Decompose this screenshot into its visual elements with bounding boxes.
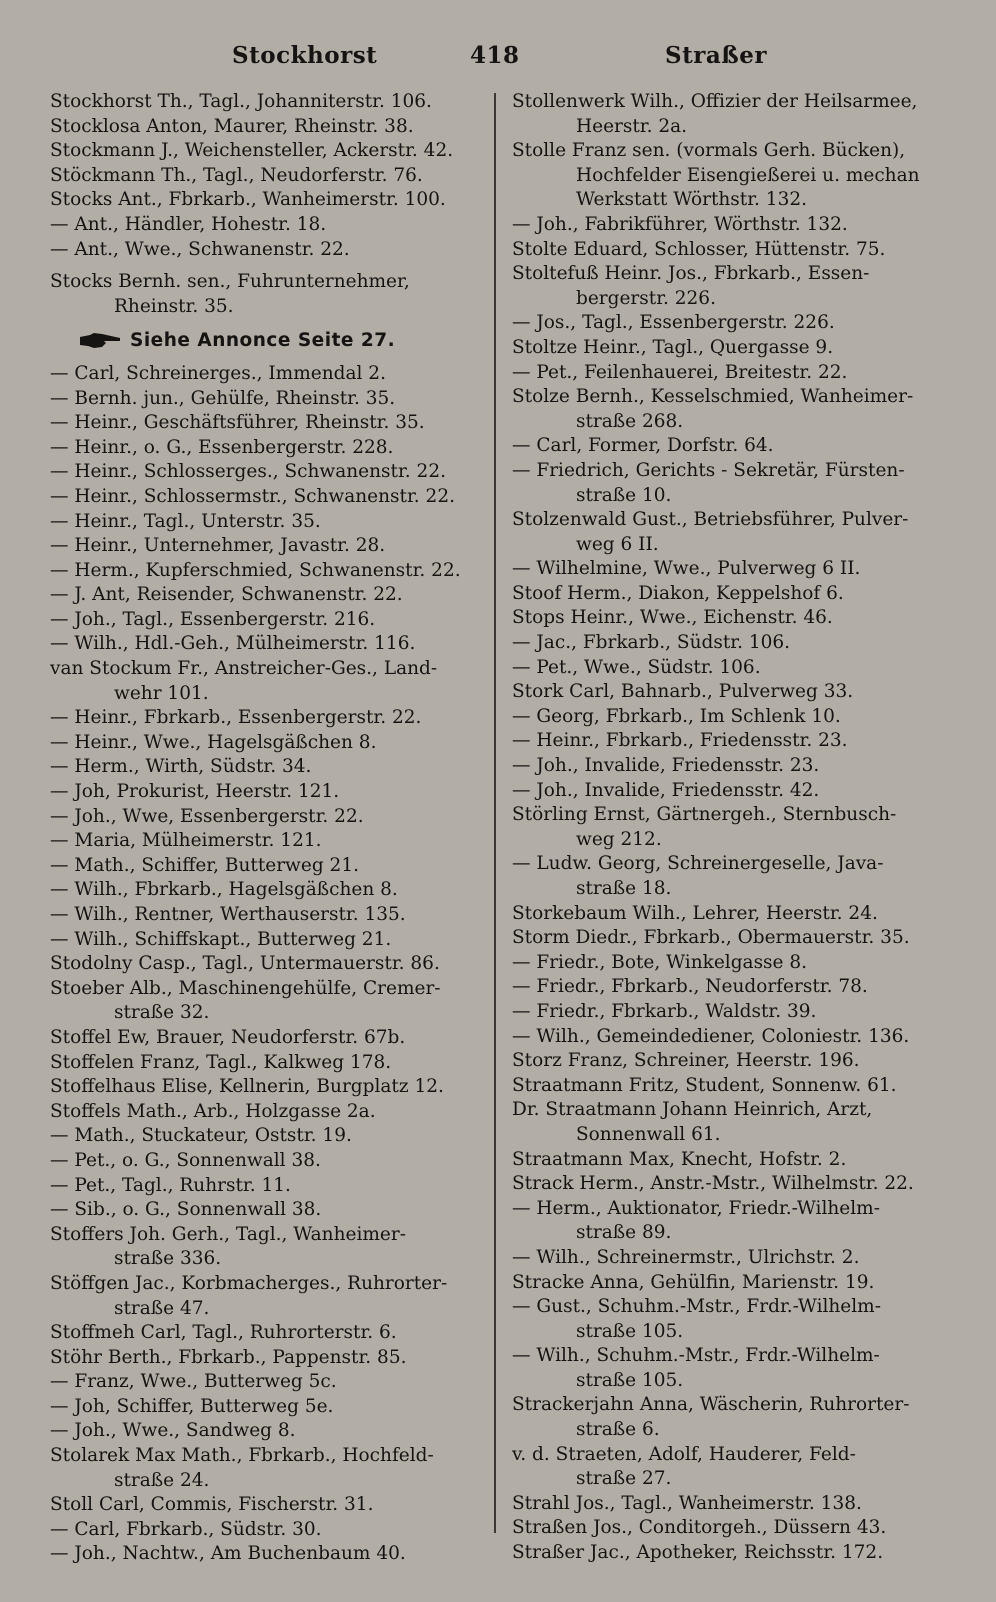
entry: — J. Ant, Reisender, Schwanenstr. 22. [50, 584, 403, 606]
entry: Stolzenwald Gust., Betriebsführer, Pulver- [512, 509, 909, 531]
entry: — Math., Stuckateur, Oststr. 19. [50, 1125, 352, 1147]
header-right-keyword: Straßer [665, 42, 767, 69]
entry: Stocklosa Anton, Maurer, Rheinstr. 38. [50, 115, 414, 137]
entry: Stracke Anna, Gehülfin, Marienstr. 19. [512, 1271, 875, 1293]
entry: Stoffelhaus Elise, Kellnerin, Burgplatz 12. [50, 1076, 444, 1098]
entry: — Maria, Mülheimerstr. 121. [50, 830, 322, 852]
header-left-keyword: Stockhorst [232, 42, 378, 69]
entry: — Wilh., Schuhm.-Mstr., Frdr.-Wilhelm- [512, 1345, 880, 1367]
entry: — Joh., Nachtw., Am Buchenbaum 40. [50, 1543, 406, 1565]
entry-continuation: Hochfelder Eisengießerei u. mechan [576, 164, 920, 186]
entry: Stoltefuß Heinr. Jos., Fbrkarb., Essen- [512, 263, 870, 285]
entry: — Joh., Tagl., Essenbergerstr. 216. [50, 608, 376, 630]
entry: Straßen Jos., Conditorgeh., Düssern 43. [512, 1517, 887, 1539]
entry: — Heinr., o. G., Essenbergerstr. 228. [50, 436, 394, 458]
entry-continuation: straße 47. [114, 1297, 210, 1319]
entry: Stöhr Berth., Fbrkarb., Pappenstr. 85. [50, 1346, 407, 1368]
entry: van Stockum Fr., Anstreicher-Ges., Land- [50, 658, 438, 680]
entry: — Sib., o. G., Sonnenwall 38. [50, 1199, 322, 1221]
column-divider [494, 93, 496, 1533]
page-number: 418 [470, 42, 520, 69]
entry: Stoffelen Franz, Tagl., Kalkweg 178. [50, 1051, 392, 1073]
entry: — Friedr., Fbrkarb., Neudorferstr. 78. [512, 976, 868, 998]
entry: Strahl Jos., Tagl., Wanheimerstr. 138. [512, 1492, 862, 1514]
entry: Stodolny Casp., Tagl., Untermauerstr. 86. [50, 953, 440, 975]
entry-continuation: straße 105. [576, 1369, 684, 1391]
entry: Stockhorst Th., Tagl., Johanniterstr. 106. [50, 91, 432, 112]
entry: Stolze Bernh., Kesselschmied, Wanheimer- [512, 386, 914, 408]
entry: — Pet., o. G., Sonnenwall 38. [50, 1149, 321, 1171]
entry: — Wilh., Rentner, Werthauserstr. 135. [50, 904, 406, 925]
pointing-hand-icon [80, 332, 122, 350]
entry: — Friedrich, Gerichts - Sekretär, Fürsten- [512, 459, 905, 481]
entry: — Franz, Wwe., Butterweg 5c. [50, 1371, 337, 1393]
entry: — Friedr., Bote, Winkelgasse 8. [512, 951, 808, 973]
entry: Storm Diedr., Fbrkarb., Obermauerstr. 35. [512, 927, 910, 949]
entry-continuation: straße 268. [576, 410, 684, 432]
entry-continuation: Rheinstr. 35. [114, 295, 234, 317]
entry-continuation: wehr 101. [114, 682, 209, 704]
entry: — Joh, Schiffer, Butterweg 5e. [50, 1395, 334, 1417]
entry: Stöffgen Jac., Korbmacherges., Ruhrorter- [50, 1272, 448, 1294]
entry-continuation: Sonnenwall 61. [576, 1123, 721, 1145]
entry: Stolarek Max Math., Fbrkarb., Hochfeld- [50, 1445, 434, 1467]
entry: Stocks Bernh. sen., Fuhrunternehmer, [50, 271, 410, 293]
entry: Stolle Franz sen. (vormals Gerh. Bücken), [512, 140, 906, 162]
entry-continuation: straße 6. [576, 1419, 660, 1441]
entry: — Herm., Wirth, Südstr. 34. [50, 756, 312, 778]
entry: Stollenwerk Wilh., Offizier der Heilsarmee, [512, 91, 918, 112]
entry: — Heinr., Wwe., Hagelsgäßchen 8. [50, 731, 377, 753]
entry: — Ant., Händler, Hohestr. 18. [50, 213, 327, 235]
entry: — Heinr., Geschäftsführer, Rheinstr. 35. [50, 412, 425, 434]
entry: — Georg, Fbrkarb., Im Schlenk 10. [512, 705, 841, 727]
entry: — Carl, Schreinerges., Immendal 2. [50, 362, 386, 384]
entry: — Ludw. Georg, Schreinergeselle, Java- [512, 853, 884, 875]
entry: Stockmann J., Weichensteller, Ackerstr. 42. [50, 140, 454, 162]
page-header [0, 42, 996, 78]
entry: — Joh., Invalide, Friedensstr. 42. [512, 779, 820, 801]
entry: — Joh., Wwe., Sandweg 8. [50, 1420, 296, 1442]
entry-continuation: straße 27. [576, 1468, 672, 1490]
entry: — Pet., Wwe., Südstr. 106. [512, 656, 761, 678]
entry: — Gust., Schuhm.-Mstr., Frdr.-Wilhelm- [512, 1296, 881, 1318]
entry: Stoltze Heinr., Tagl., Quergasse 9. [512, 336, 834, 358]
entry: — Joh., Invalide, Friedensstr. 23. [512, 755, 820, 777]
entry: — Ant., Wwe., Schwanenstr. 22. [50, 238, 350, 260]
entry: Stöckmann Th., Tagl., Neudorferstr. 76. [50, 164, 423, 186]
left-column [50, 90, 470, 1567]
entry: — Wilh., Hdl.-Geh., Mülheimerstr. 116. [50, 633, 416, 655]
entry-continuation: straße 336. [114, 1248, 222, 1270]
entry: Storz Franz, Schreiner, Heerstr. 196. [512, 1050, 860, 1072]
entry-continuation: straße 24. [114, 1469, 210, 1491]
entry: — Herm., Kupferschmied, Schwanenstr. 22. [50, 559, 461, 581]
entry: Stoeber Alb., Maschinengehülfe, Cremer- [50, 977, 441, 999]
entry-continuation: weg 6 II. [576, 533, 659, 555]
annonce-text: Siehe Annonce Seite 27. [130, 330, 396, 352]
entry-continuation: straße 18. [576, 878, 672, 899]
entry: — Carl, Former, Dorfstr. 64. [512, 435, 774, 457]
entry: — Heinr., Fbrkarb., Friedensstr. 23. [512, 730, 848, 752]
entry: Stoffmeh Carl, Tagl., Ruhrorterstr. 6. [50, 1322, 397, 1344]
entry-continuation: weg 212. [576, 828, 662, 850]
entry-continuation: straße 89. [576, 1222, 672, 1244]
entry: — Wilh., Fbrkarb., Hagelsgäßchen 8. [50, 879, 398, 901]
entry: — Bernh. jun., Gehülfe, Rheinstr. 35. [50, 387, 396, 409]
entry: — Wilhelmine, Wwe., Pulverweg 6 II. [512, 558, 861, 580]
entry: — Joh., Wwe, Essenbergerstr. 22. [50, 805, 364, 827]
annonce-reference [50, 329, 470, 354]
entry: Storkebaum Wilh., Lehrer, Heerstr. 24. [512, 902, 878, 924]
entry-continuation: straße 32. [114, 1002, 210, 1024]
entry: — Wilh., Gemeindediener, Coloniestr. 136. [512, 1025, 910, 1047]
entry: — Jac., Fbrkarb., Südstr. 106. [512, 632, 791, 654]
entry: v. d. Straeten, Adolf, Hauderer, Feld- [512, 1443, 856, 1465]
entry: — Heinr., Tagl., Unterstr. 35. [50, 510, 321, 532]
entry: Strack Herm., Anstr.-Mstr., Wilhelmstr. 22. [512, 1173, 914, 1195]
entry: Stork Carl, Bahnarb., Pulverweg 33. [512, 681, 854, 703]
entry: Stocks Ant., Fbrkarb., Wanheimerstr. 100. [50, 189, 446, 211]
entry: Stops Heinr., Wwe., Eichenstr. 46. [512, 607, 833, 629]
entry: Stoof Herm., Diakon, Keppelshof 6. [512, 582, 844, 604]
entry: — Jos., Tagl., Essenbergerstr. 226. [512, 312, 835, 334]
entry-continuation: Werkstatt Wörthstr. 132. [576, 189, 807, 211]
entry: — Wilh., Schreinermstr., Ulrichstr. 2. [512, 1246, 860, 1268]
entry: — Joh., Fabrikführer, Wörthstr. 132. [512, 213, 848, 235]
entry: — Math., Schiffer, Butterweg 21. [50, 854, 359, 876]
entry: — Herm., Auktionator, Friedr.-Wilhelm- [512, 1197, 880, 1219]
entry: — Friedr., Fbrkarb., Waldstr. 39. [512, 1000, 817, 1022]
entry: Störling Ernst, Gärtnergeh., Sternbusch- [512, 804, 897, 826]
entry: — Carl, Fbrkarb., Südstr. 30. [50, 1518, 322, 1540]
right-column [512, 90, 942, 1566]
entry: Straatmann Fritz, Student, Sonnenw. 61. [512, 1074, 897, 1096]
entry: Strackerjahn Anna, Wäscherin, Ruhrorter- [512, 1394, 910, 1416]
entry: Stoffels Math., Arb., Holzgasse 2a. [50, 1100, 376, 1122]
entry: — Heinr., Fbrkarb., Essenbergerstr. 22. [50, 707, 422, 729]
entry-continuation: bergerstr. 226. [576, 287, 716, 309]
entry: — Heinr., Schlosserges., Schwanenstr. 22. [50, 461, 446, 483]
entry: — Heinr., Schlossermstr., Schwanenstr. 22. [50, 485, 455, 507]
entry: — Wilh., Schiffskapt., Butterweg 21. [50, 928, 392, 950]
entry: Stoffers Joh. Gerh., Tagl., Wanheimer- [50, 1223, 406, 1245]
entry: — Heinr., Unternehmer, Javastr. 28. [50, 535, 386, 557]
entry: Stoll Carl, Commis, Fischerstr. 31. [50, 1494, 374, 1516]
entry: — Pet., Tagl., Ruhrstr. 11. [50, 1174, 291, 1196]
entry-continuation: straße 105. [576, 1320, 684, 1342]
entry: Dr. Straatmann Johann Heinrich, Arzt, [512, 1099, 873, 1121]
entry: Straatmann Max, Knecht, Hofstr. 2. [512, 1148, 847, 1170]
entry: — Pet., Feilenhauerei, Breitestr. 22. [512, 361, 848, 383]
entry: Stolte Eduard, Schlosser, Hüttenstr. 75. [512, 238, 886, 260]
entry: — Joh, Prokurist, Heerstr. 121. [50, 781, 340, 803]
entry-continuation: Heerstr. 2a. [576, 115, 688, 137]
entry: Stoffel Ew, Brauer, Neudorferstr. 67b. [50, 1026, 406, 1048]
entry: Straßer Jac., Apotheker, Reichsstr. 172. [512, 1542, 884, 1564]
entry-continuation: straße 10. [576, 484, 672, 506]
